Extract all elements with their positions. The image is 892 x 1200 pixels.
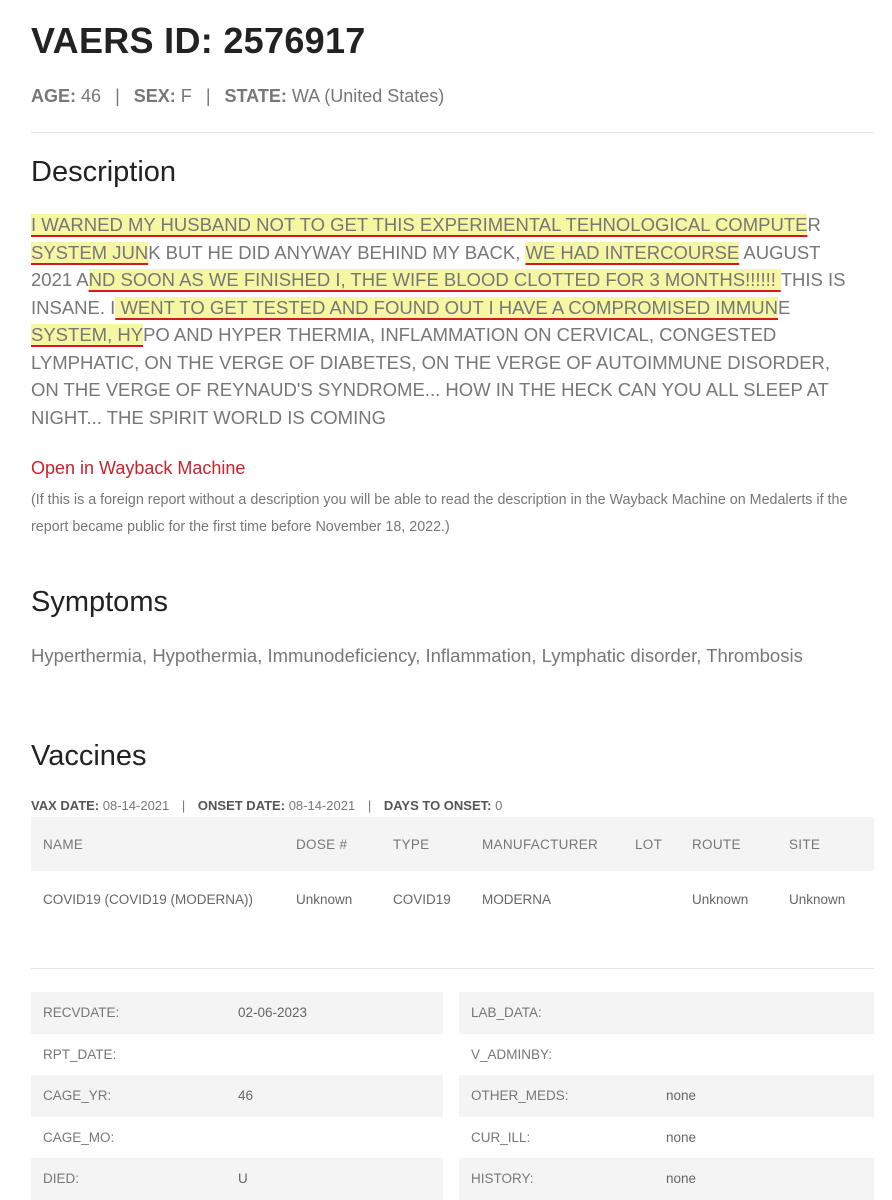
detail-row <box>459 1158 874 1200</box>
table-header-row <box>31 817 874 871</box>
detail-key: OTHER_MEDS: <box>471 1088 569 1104</box>
detail-row <box>31 992 443 1034</box>
description-heading: Description <box>31 156 177 188</box>
description-segment: R <box>807 214 821 235</box>
vaccine-dose-cell: Unknown <box>296 891 353 907</box>
detail-row <box>31 1158 443 1200</box>
description-segment: THIS IS INSANE. I <box>31 269 846 318</box>
sex-label: SEX: <box>133 86 176 106</box>
page-title: VAERS ID: 2576917 <box>31 20 366 61</box>
detail-value: none <box>666 1088 697 1104</box>
detail-value: 02-06-2023 <box>238 1005 308 1021</box>
vaccine-dates <box>31 798 502 813</box>
description-segment: K BUT HE DID ANYWAY BEHIND MY BACK, <box>148 241 526 263</box>
column-header-type: TYPE <box>381 817 470 871</box>
column-header-route: ROUTE <box>680 817 777 871</box>
detail-key: DIED: <box>43 1171 80 1187</box>
symptoms-text: Hyperthermia, Hypothermia, Immunodeficiency, Inflammation, Lymphatic disorder, Thrombosis <box>31 645 803 666</box>
detail-key: CUR_ILL: <box>471 1129 531 1145</box>
days-to-onset-value: 0 <box>495 798 503 813</box>
detail-value: U <box>238 1171 248 1187</box>
age-value: 46 <box>81 86 102 106</box>
detail-key: CAGE_YR: <box>43 1088 112 1104</box>
vaccine-site-cell: Unknown <box>789 891 846 907</box>
column-header-lot: LOT <box>623 817 680 871</box>
wayback-machine-link[interactable]: Open in Wayback Machine <box>31 458 246 478</box>
description-segment: E <box>777 296 791 318</box>
vaccines-heading: Vaccines <box>31 740 147 772</box>
vaccine-type-cell: COVID19 <box>393 891 451 907</box>
detail-value: none <box>666 1171 697 1187</box>
highlighted-text: I WARNED MY HUSBAND NOT TO GET THIS EXPERIMENTAL TEHNOLOGICAL COMPUTE <box>31 214 808 235</box>
detail-row <box>459 1075 874 1117</box>
patient-meta <box>31 86 444 107</box>
column-header-name: NAME <box>31 817 284 871</box>
vax-date-label: VAX DATE: <box>31 798 100 813</box>
detail-key: V_ADMINBY: <box>471 1046 553 1062</box>
detail-key: CAGE_MO: <box>43 1129 115 1145</box>
symptoms-heading: Symptoms <box>31 586 168 618</box>
column-header-manufacturer: MANUFACTURER <box>470 817 623 871</box>
meta-separator: | <box>115 86 120 106</box>
vaccine-manufacturer-cell: MODERNA <box>482 891 552 907</box>
state-label: STATE: <box>224 86 287 106</box>
vaccine-route-cell: Unknown <box>692 891 749 907</box>
sex-value: F <box>180 86 192 106</box>
vax-date-value: 08-14-2021 <box>102 798 170 813</box>
detail-key: RPT_DATE: <box>43 1046 117 1062</box>
onset-date-label: ONSET DATE: <box>197 798 286 813</box>
vaccines-table <box>31 817 874 927</box>
description-segment: AUGUST 2021 A <box>31 241 821 290</box>
detail-row <box>31 1117 443 1159</box>
column-header-site: SITE <box>777 817 874 871</box>
divider <box>31 132 874 133</box>
description-segment: PO AND HYPER THERMIA, INFLAMMATION ON CERVICAL, CONGESTED LYMPHATIC, ON THE VERGE OF DIABETES, ON THE VERGE OF AUTOIMMUNE DISORDER, ON THE VERGE OF REYNAUD'S SYNDROME... HOW IN THE HECK CAN YOU ALL SLEEP AT NIGHT... THE SPIRIT WORLD IS COMING <box>31 324 831 428</box>
highlighted-text: ND SOON AS WE FINISHED I, THE WIFE BLOOD CLOTTED FOR 3 MONTHS!!!!!! <box>88 269 781 290</box>
wayback-note: (If this is a foreign report without a description you will be able to read the description in the Wayback Machine on Medalerts if the report became public for the first time before November 18, 2022.) <box>31 492 848 535</box>
vaccine-name-cell: COVID19 (COVID19 (MODERNA)) <box>43 891 254 907</box>
detail-value: 46 <box>238 1088 254 1104</box>
days-to-onset-label: DAYS TO ONSET: <box>383 798 492 813</box>
meta-separator: | <box>181 798 186 813</box>
onset-date-value: 08-14-2021 <box>288 798 356 813</box>
detail-key: LAB_DATA: <box>471 1005 542 1021</box>
highlighted-text: SYSTEM JUN <box>31 241 149 263</box>
detail-row <box>459 1034 874 1076</box>
detail-row <box>31 1075 443 1117</box>
description-text <box>31 211 861 431</box>
vaccine-lot-cell <box>623 871 680 927</box>
details-grid-left <box>31 992 443 1200</box>
highlighted-text: SYSTEM, HY <box>31 324 144 345</box>
detail-row <box>459 992 874 1034</box>
meta-separator: | <box>205 86 211 106</box>
detail-row <box>31 1034 443 1076</box>
detail-value: none <box>666 1129 697 1145</box>
detail-key: RECVDATE: <box>43 1005 120 1021</box>
meta-separator: | <box>367 798 372 813</box>
divider <box>31 968 874 969</box>
table-row <box>31 871 874 927</box>
state-value: WA (United States) <box>291 86 445 106</box>
detail-key: HISTORY: <box>471 1171 534 1187</box>
highlighted-text: WENT TO GET TESTED AND FOUND OUT I HAVE A COMPROMISED IMMUN <box>115 296 778 318</box>
column-header-dose: DOSE # <box>284 817 381 871</box>
highlighted-text: WE HAD INTERCOURSE <box>525 241 740 263</box>
detail-row <box>459 1117 874 1159</box>
age-label: AGE: <box>31 86 76 106</box>
details-grid-right <box>459 992 874 1200</box>
